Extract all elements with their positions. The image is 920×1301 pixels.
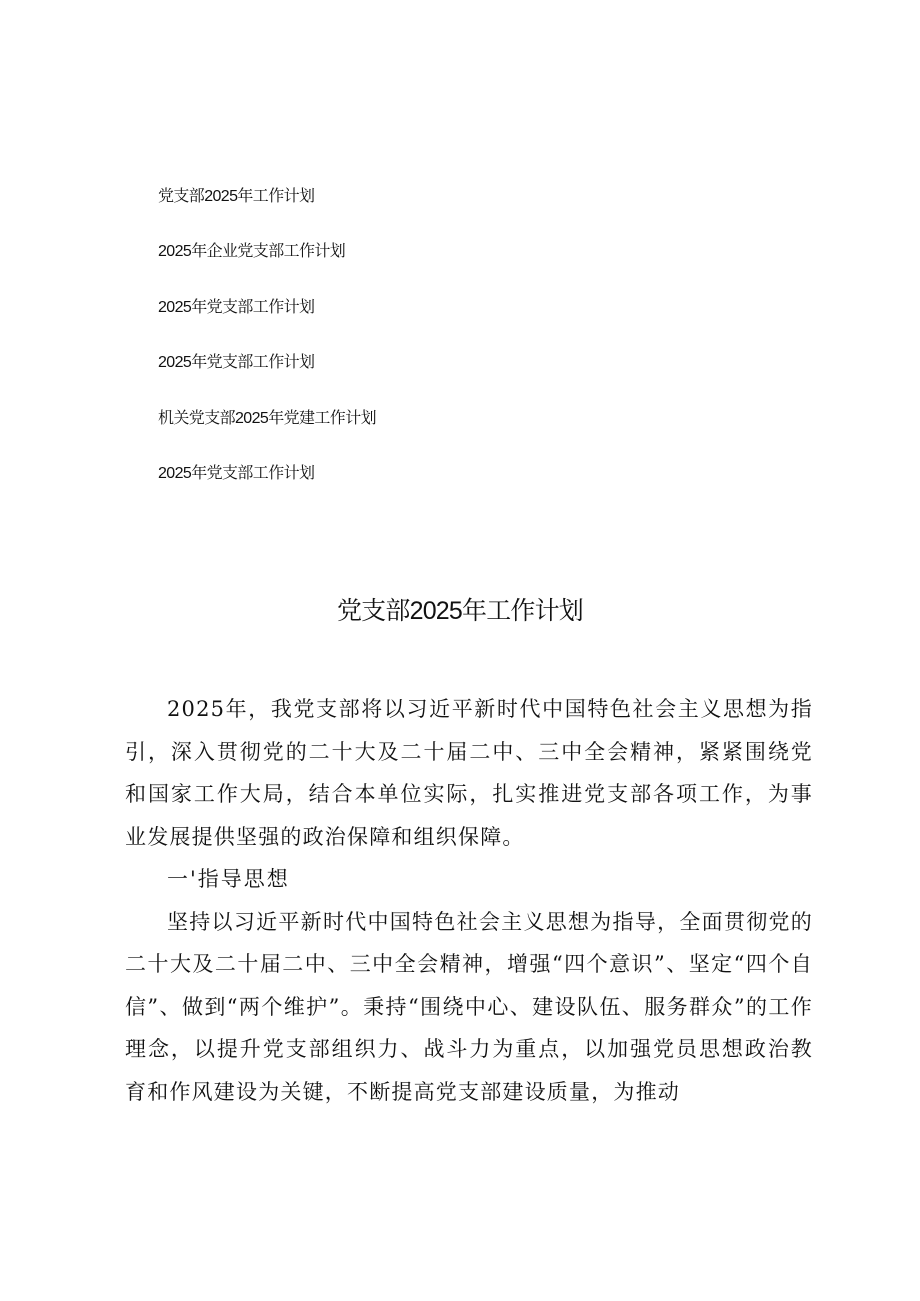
toc-item[interactable]: 2025年党支部工作计划 — [158, 298, 315, 316]
table-of-contents — [158, 186, 376, 518]
document-title: 党支部2025年工作计划 — [336, 597, 584, 625]
toc-item[interactable]: 2025年党支部工作计划 — [158, 354, 315, 372]
toc-item[interactable]: 党支部2025年工作计划 — [158, 188, 315, 205]
section-heading: 一'指导思想 — [167, 867, 290, 891]
section-paragraph: 坚持以习近平新时代中国特色社会主义思想为指导，全面贯彻党的二十大及二十届二中、三中全会精神，增强“四个意识”、坚定“四个自信”、做到“两个维护”。秉持“围绕中心、建设队伍、服务群众”的工作理念，以提升党支部组织力、战斗力为重点，以加强党员思想政治教育和作风建设为关键，不断提高党支部建设质量，为推动 — [125, 909, 813, 1104]
toc-item[interactable]: 机关党支部2025年党建工作计划 — [158, 409, 376, 427]
document-body — [125, 688, 813, 1113]
toc-item[interactable]: 2025年党支部工作计划 — [158, 464, 315, 482]
intro-paragraph: 2025年，我党支部将以习近平新时代中国特色社会主义思想为指引，深入贯彻党的二十大及二十届二中、三中全会精神，紧紧围绕党和国家工作大局，结合本单位实际，扎实推进党支部各项工作，为事业发展提供坚强的政治保障和组织保障。 — [125, 697, 813, 849]
toc-item[interactable]: 2025年企业党支部工作计划 — [158, 243, 346, 261]
